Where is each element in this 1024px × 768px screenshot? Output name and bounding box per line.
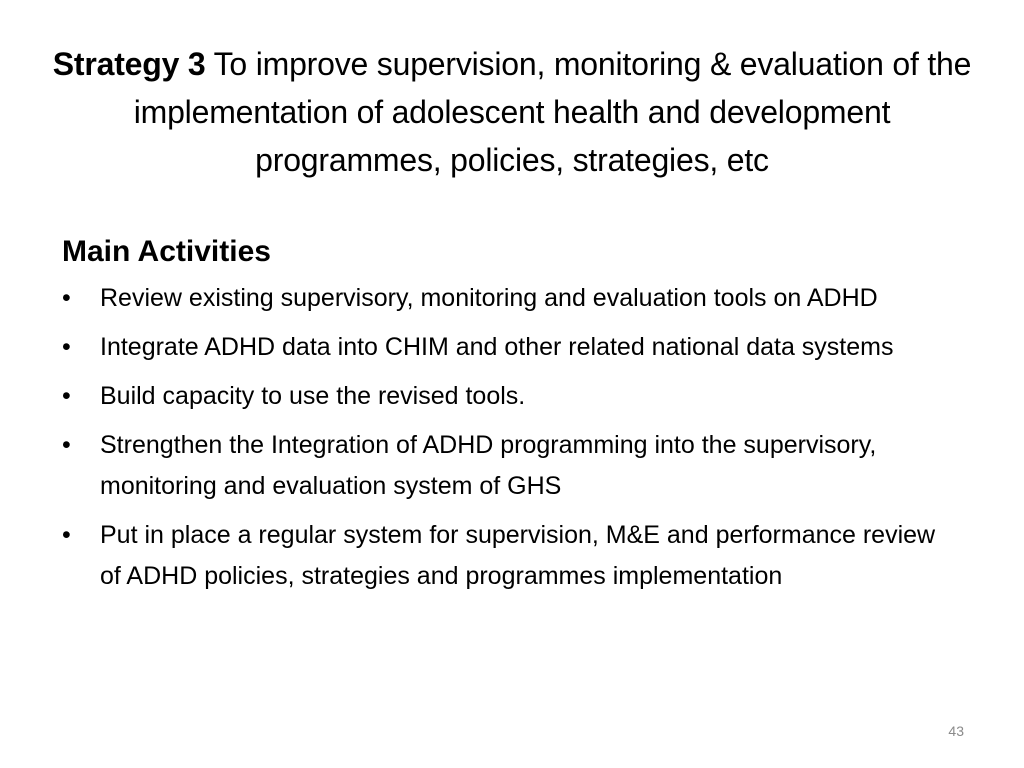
bullet-icon: • <box>62 333 71 361</box>
list-item <box>62 425 962 507</box>
activities-list <box>62 278 962 597</box>
slide-title <box>40 40 984 184</box>
bullet-icon: • <box>62 431 71 459</box>
slide-content <box>62 230 962 605</box>
list-item-text: Strengthen the Integration of ADHD programming into the supervisory, monitoring and evaluation system of GHS <box>100 431 877 500</box>
list-item <box>62 327 962 368</box>
list-item-text: Put in place a regular system for supervision, M&E and performance review of ADHD policies, strategies and programmes implementation <box>100 521 936 590</box>
bullet-icon: • <box>62 382 71 410</box>
strategy-description: To improve supervision, monitoring & evaluation of the implementation of adolescent health and development programmes, policies, strategies, etc <box>133 46 972 178</box>
list-item-text: Integrate ADHD data into CHIM and other related national data systems <box>100 333 894 361</box>
bullet-icon: • <box>62 521 71 549</box>
bullet-icon: • <box>62 284 71 312</box>
page-number: 43 <box>948 723 964 739</box>
list-item-text: Review existing supervisory, monitoring and evaluation tools on ADHD <box>100 284 878 312</box>
list-item-text: Build capacity to use the revised tools. <box>100 382 526 410</box>
strategy-label: Strategy 3 <box>52 46 206 82</box>
list-item <box>62 376 962 417</box>
main-activities-heading: Main Activities <box>62 235 271 268</box>
list-item <box>62 515 962 597</box>
list-item <box>62 278 962 319</box>
